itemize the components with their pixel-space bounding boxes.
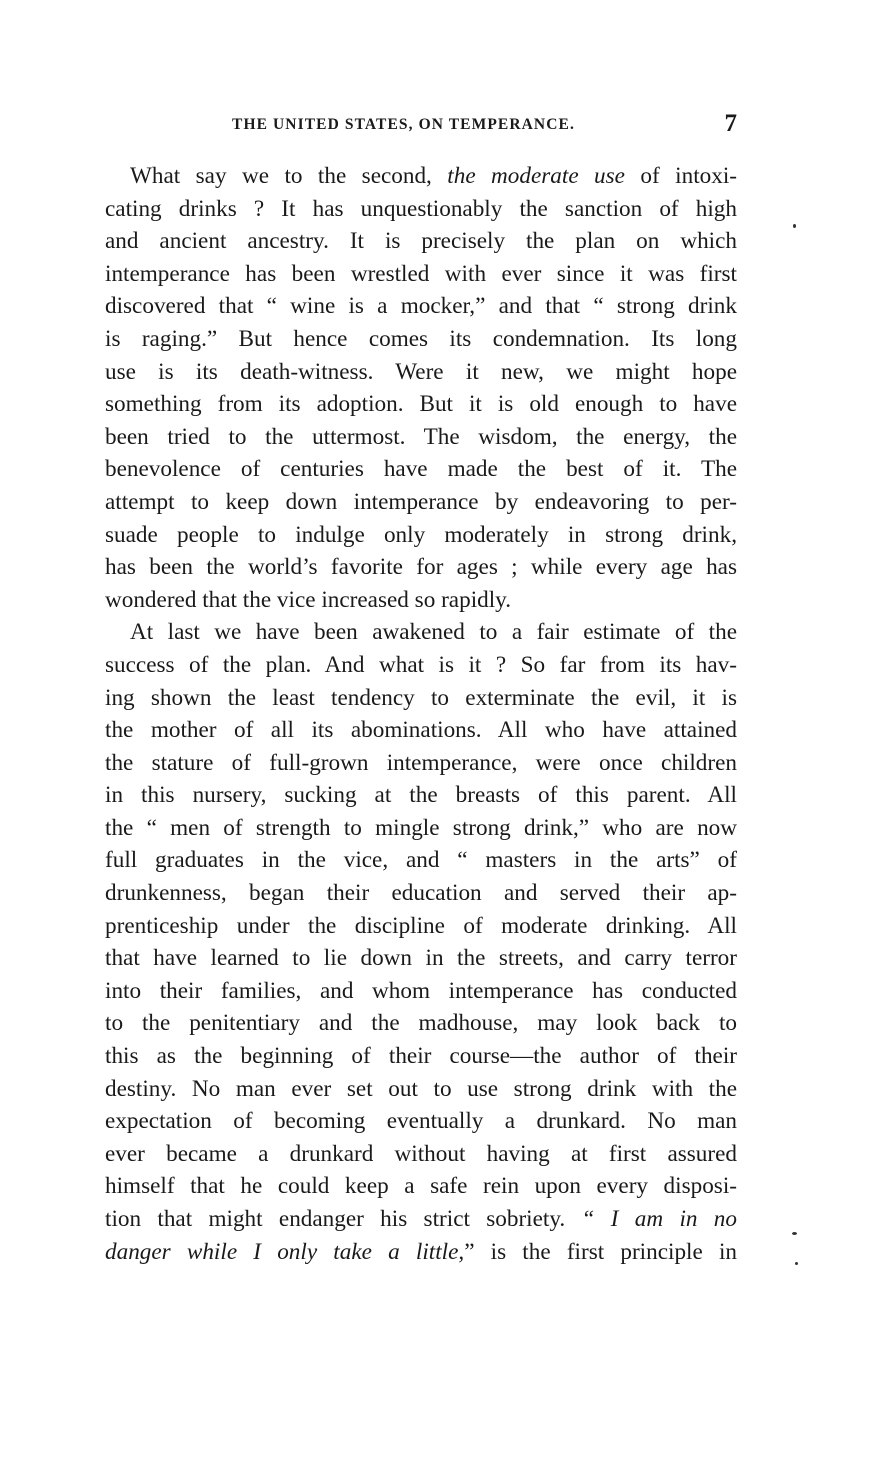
text-line: [105, 1236, 737, 1269]
text-run: been tried to the uttermost. The wisdom, the energy, the: [105, 423, 737, 450]
text-line-content: [105, 1007, 737, 1040]
text-line: [105, 323, 737, 356]
italic-text: danger while I only take a little,: [105, 1238, 465, 1265]
text-line-content: [105, 584, 737, 617]
text-line-content: [105, 551, 737, 584]
text-line: [105, 193, 737, 226]
text-line-content: [105, 290, 737, 323]
text-run: into their families, and whom intemperance has conducted: [105, 977, 737, 1004]
italic-text: the moderate use: [447, 163, 625, 189]
text-line-content: [105, 779, 737, 812]
text-line-content: [105, 486, 737, 519]
text-line: [105, 388, 737, 421]
text-run: ing shown the least tendency to exterminate the evil, it is: [105, 684, 737, 711]
text-run: cating drinks ? It has unquestionably the sanction of high: [105, 195, 737, 222]
text-line: [105, 616, 737, 649]
text-line-content: [105, 1170, 737, 1203]
text-run: use is its death-witness. Were it new, we might hope: [105, 358, 737, 385]
text-line: [105, 1203, 737, 1236]
text-run: ever became a drunkard without having at first assured: [105, 1140, 737, 1167]
text-run: benevolence of centuries have made the best of it. The: [105, 456, 737, 483]
text-line: [105, 453, 737, 486]
text-run: to the penitentiary and the madhouse, may look back to: [105, 1010, 737, 1037]
scan-speck: [793, 224, 796, 228]
scan-speck: [792, 1232, 797, 1235]
text-run: of intoxi-: [624, 163, 737, 189]
text-run: drunkenness, began their education and served their ap-: [105, 880, 737, 907]
text-line-content: [105, 942, 737, 975]
scan-speck: [795, 1262, 798, 1265]
text-run: full graduates in the vice, and “ masters in the arts” of: [105, 847, 737, 874]
text-line-content: [105, 519, 737, 552]
text-run: in this nursery, sucking at the breasts of this parent. All: [105, 782, 737, 809]
text-line: [105, 877, 737, 910]
text-line: [105, 356, 737, 389]
text-line-content: [105, 682, 737, 715]
text-line: [105, 519, 737, 552]
text-run: himself that he could keep a safe rein upon every disposi-: [105, 1173, 737, 1200]
text-line-content: [105, 388, 737, 421]
text-line-content: [130, 160, 737, 193]
text-run: that have learned to lie down in the streets, and carry terror: [105, 945, 737, 972]
text-line: [105, 258, 737, 291]
text-run: wondered that the vice increased so rapidly.: [105, 586, 512, 613]
text-line-content: [105, 1203, 737, 1236]
text-line-content: [105, 844, 737, 877]
text-line-content: [105, 714, 737, 747]
text-run: destiny. No man ever set out to use strong drink with the: [105, 1075, 737, 1102]
italic-text: “ I am in no: [581, 1206, 737, 1232]
text-run: the mother of all its abominations. All who have attained: [105, 717, 737, 744]
text-line-content: [105, 193, 737, 226]
text-line: [105, 1170, 737, 1203]
text-line: [105, 649, 737, 682]
text-line: [105, 844, 737, 877]
text-line: [105, 975, 737, 1008]
text-line-content: [105, 421, 737, 454]
text-line: [105, 812, 737, 845]
text-line-content: [105, 975, 737, 1008]
text-line-content: [130, 616, 737, 649]
text-run: has been the world’s favorite for ages ; while every age has: [105, 554, 737, 581]
text-run: the stature of full-grown intemperance, were once children: [105, 749, 737, 776]
text-run: discovered that “ wine is a mocker,” and that “ strong drink: [105, 293, 737, 320]
text-run: expectation of becoming eventually a drunkard. No man: [105, 1108, 737, 1135]
text-line: [105, 747, 737, 780]
text-run: and ancient ancestry. It is precisely the plan on which: [105, 228, 737, 255]
text-run: something from its adoption. But it is old enough to have: [105, 391, 737, 418]
text-line-content: [105, 812, 737, 845]
text-run: success of the plan. And what is it ? So far from its hav-: [105, 651, 737, 678]
text-run: What say we to the second,: [130, 163, 448, 189]
text-line-content: [105, 356, 737, 389]
text-run: intemperance has been wrestled with ever since it was first: [105, 260, 737, 287]
text-line-content: [105, 1105, 737, 1138]
text-line: [105, 584, 737, 617]
text-line-content: [105, 1040, 737, 1073]
text-run: the “ men of strength to mingle strong drink,” who are now: [105, 814, 737, 841]
text-run: ” is the first principle in: [464, 1238, 737, 1265]
text-run: attempt to keep down intemperance by endeavoring to per-: [105, 488, 737, 515]
page-body: [105, 160, 737, 1268]
text-run: suade people to indulge only moderately in strong drink,: [105, 521, 737, 548]
text-line-content: [105, 649, 737, 682]
text-run: is raging.” But hence comes its condemnation. Its long: [105, 325, 737, 352]
text-line: [105, 1105, 737, 1138]
text-run: this as the beginning of their course—the author of their: [105, 1043, 737, 1070]
text-line-content: [105, 1236, 737, 1269]
text-line-content: [105, 1073, 737, 1106]
text-line: [105, 779, 737, 812]
text-run: At last we have been awakened to a fair estimate of the: [130, 619, 737, 646]
text-run: prenticeship under the discipline of moderate drinking. All: [105, 912, 737, 939]
text-line: [105, 486, 737, 519]
text-line-content: [105, 877, 737, 910]
text-line: [105, 714, 737, 747]
text-line: [105, 1007, 737, 1040]
text-line: [105, 421, 737, 454]
text-line-content: [105, 258, 737, 291]
text-line-content: [105, 910, 737, 943]
text-line: [105, 942, 737, 975]
text-run: tion that might endanger his strict sobriety.: [105, 1206, 582, 1232]
text-line-content: [105, 1138, 737, 1171]
text-line: [105, 1040, 737, 1073]
text-line: [105, 225, 737, 258]
text-line: [105, 160, 737, 193]
text-line: [105, 682, 737, 715]
text-line-content: [105, 747, 737, 780]
page-header: [232, 110, 737, 140]
text-line-content: [105, 323, 737, 356]
text-line: [105, 1073, 737, 1106]
text-line: [105, 910, 737, 943]
page-number: 7: [724, 110, 737, 137]
text-line-content: [105, 453, 737, 486]
text-line: [105, 551, 737, 584]
text-line: [105, 290, 737, 323]
text-line-content: [105, 225, 737, 258]
text-line: [105, 1138, 737, 1171]
running-head: THE UNITED STATES, ON TEMPERANCE.: [232, 116, 575, 133]
